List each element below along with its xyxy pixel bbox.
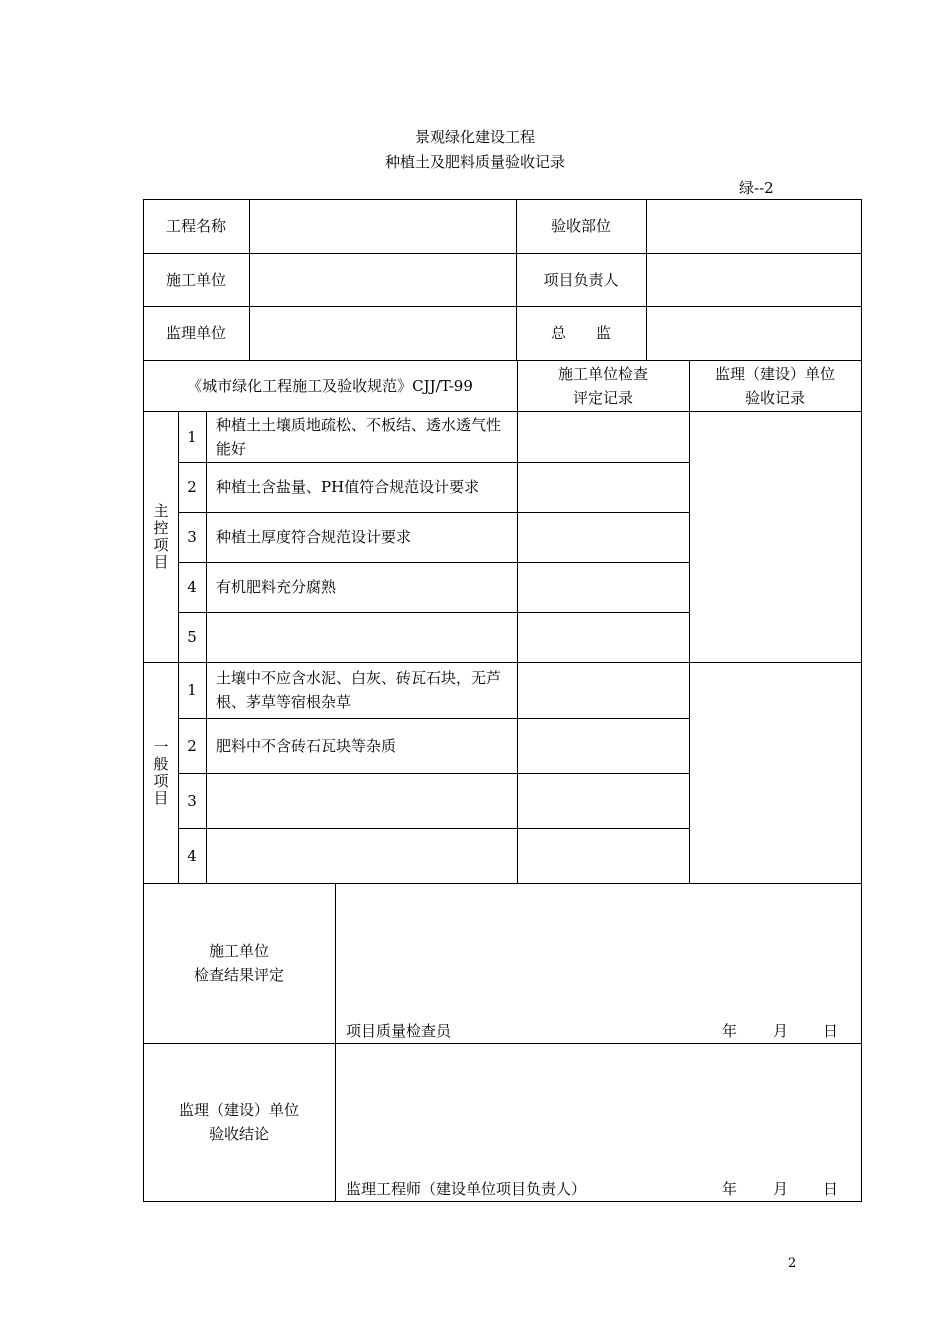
general-item-2-text: 肥料中不含砖石瓦块等杂质: [216, 736, 397, 755]
main-item-4-check[interactable]: [518, 563, 689, 612]
main-items-supervision-record[interactable]: [690, 412, 861, 662]
construction-result-label-line1: 施工单位: [208, 942, 269, 960]
supervision-unit-field[interactable]: [250, 307, 516, 360]
main-item-4-text: 有机肥料充分腐熟: [216, 578, 337, 596]
standard-header: 《城市绿化工程施工及验收规范》CJJ/T-99: [187, 376, 473, 395]
supervision-result-month: 月: [773, 1180, 789, 1198]
chief-supervisor-label: 总 监: [550, 324, 611, 342]
main-item-1-no: 1: [187, 427, 197, 446]
supervision-accept-header-line1: 监理（建设）单位: [714, 364, 835, 383]
general-item-4-text: [206, 828, 517, 883]
construction-check-header-line1: 施工单位检查: [557, 364, 648, 383]
main-item-2-text: 种植土含盐量、PH值符合规范设计要求: [216, 478, 480, 496]
main-item-3-text: 种植土厚度符合规范设计要求: [216, 528, 412, 546]
construction-result-label: [143, 883, 335, 1043]
main-item-4-no: 4: [187, 578, 197, 596]
general-item-2-check[interactable]: [518, 719, 689, 773]
main-item-1-text: 种植土土壤质地疏松、不板结、透水透气性能好: [216, 415, 502, 458]
construction-result-year: 年: [722, 1022, 738, 1040]
general-item-3-no: 3: [187, 791, 197, 810]
main-item-5-check[interactable]: [518, 613, 689, 662]
general-items-group-text: 一般项目: [151, 738, 170, 807]
general-item-2-no: 2: [187, 736, 197, 755]
construction-result-signer: 项目质量检查员: [346, 1022, 452, 1040]
main-item-3-check[interactable]: [518, 513, 689, 562]
main-item-5-no: 5: [187, 628, 197, 646]
construction-unit-field[interactable]: [250, 254, 516, 306]
construction-result-label-line2: 检查结果评定: [193, 966, 284, 984]
supervision-result-field[interactable]: [336, 1044, 861, 1164]
form-code: 绿--2: [739, 179, 774, 197]
construction-check-header-line2: 评定记录: [572, 388, 633, 407]
project-name-label: 工程名称: [165, 217, 226, 235]
general-item-1-no: 1: [187, 681, 197, 699]
main-item-2-no: 2: [187, 478, 197, 496]
supervision-accept-header: [689, 360, 861, 411]
general-items-group-label: [143, 662, 178, 883]
main-item-5-text: [206, 612, 517, 662]
main-items-group-text: 主控项目: [151, 502, 170, 571]
general-item-3-text: [206, 773, 517, 828]
general-item-1-check[interactable]: [518, 663, 689, 718]
main-items-group-label: [143, 411, 178, 662]
project-manager-label: 项目负责人: [543, 270, 619, 289]
main-item-2-check[interactable]: [518, 463, 689, 512]
supervision-result-signer: 监理工程师（建设单位项目负责人）: [346, 1180, 587, 1198]
project-manager-field[interactable]: [647, 254, 861, 306]
title-line-2: 种植土及肥料质量验收记录: [384, 153, 565, 171]
supervision-result-label-line1: 监理（建设）单位: [178, 1101, 299, 1119]
chief-supervisor-field[interactable]: [647, 307, 861, 360]
supervision-result-label-line2: 验收结论: [208, 1125, 269, 1143]
title-line-1: 景观绿化建设工程: [414, 128, 535, 146]
general-item-1-text: 土壤中不应含水泥、白灰、砖瓦石块，无芦根、茅草等宿根杂草: [216, 669, 502, 711]
supervision-result-label: [143, 1043, 335, 1201]
main-item-1-check[interactable]: [518, 412, 689, 462]
supervision-result-year: 年: [722, 1180, 738, 1198]
general-item-4-no: 4: [187, 846, 197, 865]
construction-result-day: 日: [823, 1022, 839, 1040]
general-items-supervision-record[interactable]: [690, 663, 861, 883]
main-item-3-no: 3: [187, 528, 197, 546]
construction-result-month: 月: [773, 1022, 789, 1040]
general-item-4-check[interactable]: [518, 829, 689, 883]
supervision-unit-label: 监理单位: [165, 324, 226, 342]
project-name-field[interactable]: [250, 200, 516, 253]
construction-check-header: [517, 360, 689, 411]
construction-result-field[interactable]: [336, 884, 861, 1004]
page-number: 2: [788, 1256, 797, 1271]
construction-unit-label: 施工单位: [165, 270, 226, 289]
general-item-3-check[interactable]: [518, 774, 689, 828]
supervision-accept-header-line2: 验收记录: [744, 388, 805, 407]
supervision-result-day: 日: [823, 1180, 839, 1198]
acceptance-part-label: 验收部位: [550, 217, 611, 235]
acceptance-part-field[interactable]: [647, 200, 861, 253]
